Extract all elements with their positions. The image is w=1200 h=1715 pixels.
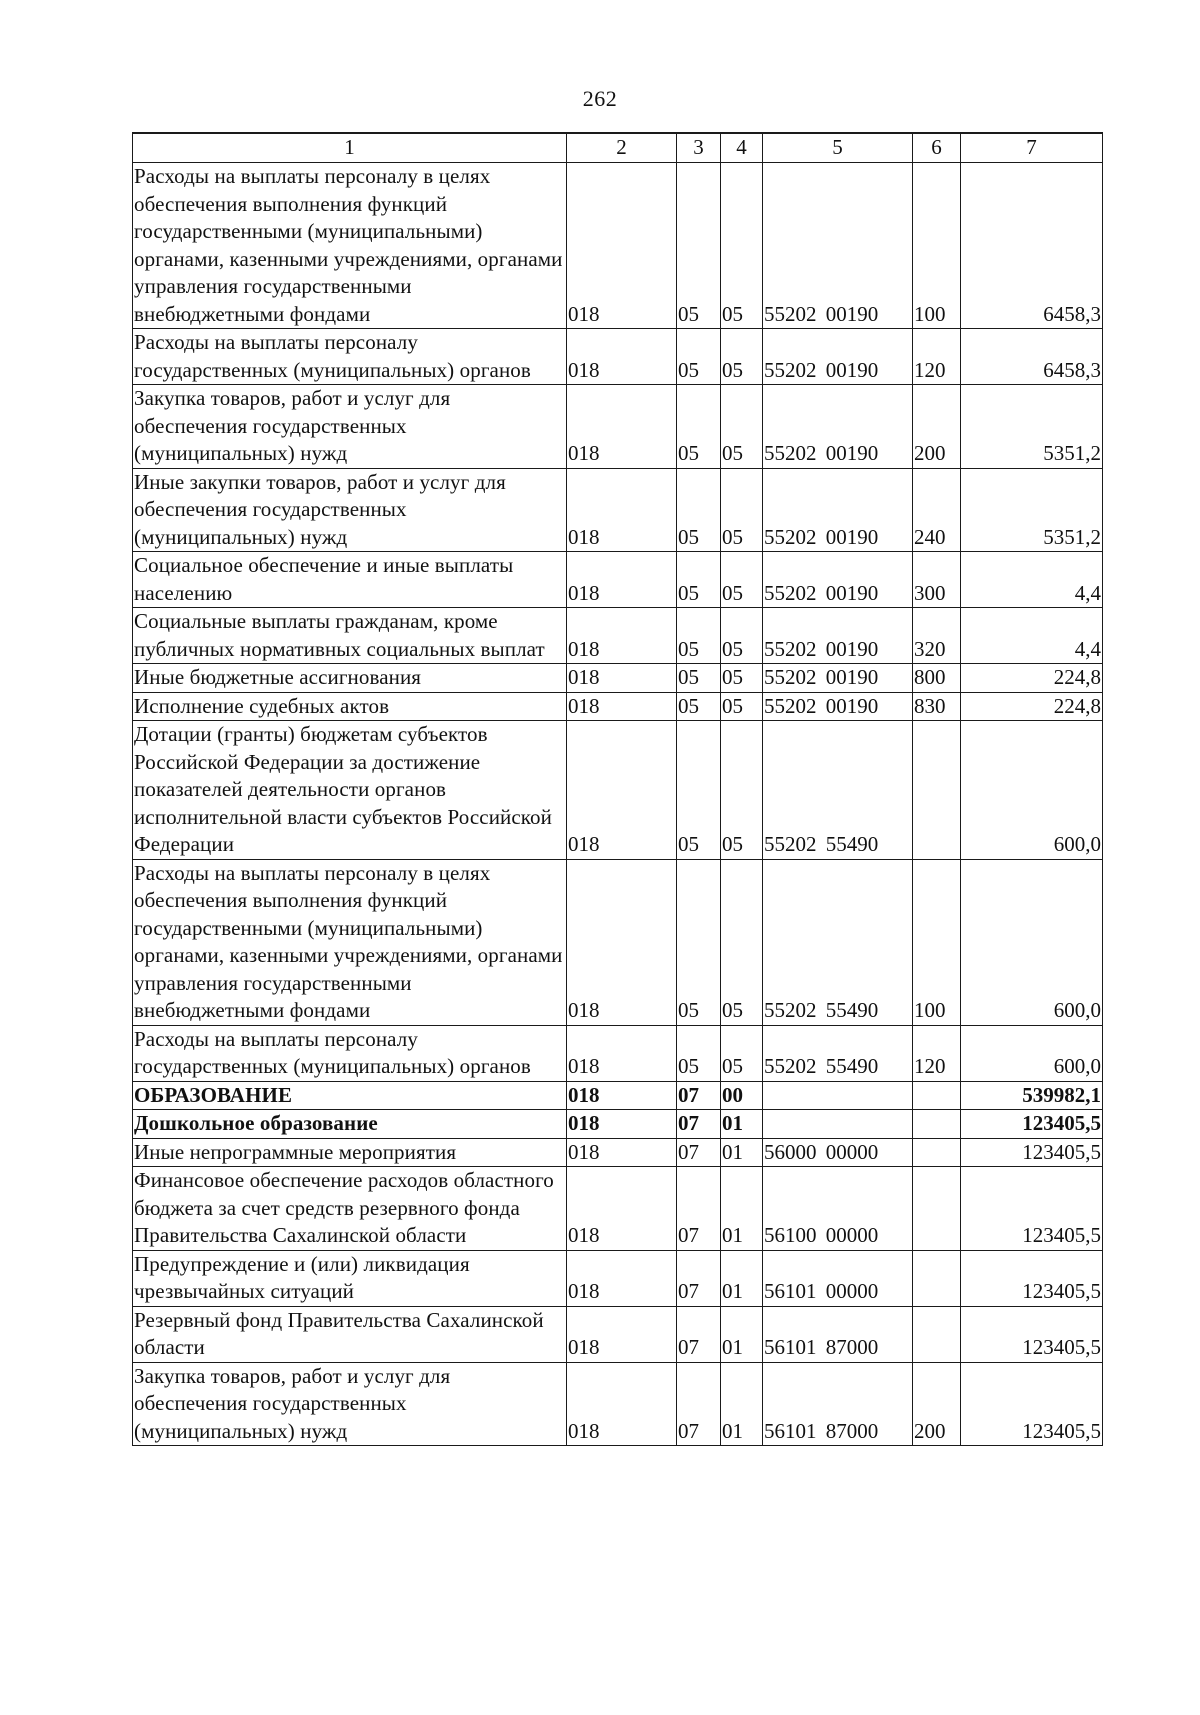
- cell-name: Финансовое обеспечение расходов областного бюджета за счет средств резервного фонда Правительства Сахалинской области: [133, 1167, 567, 1251]
- cell-col-5: 55202 00190: [763, 692, 913, 721]
- table-row: [133, 1025, 1103, 1081]
- cell-col-3: 05: [677, 859, 721, 1025]
- cell-col-4: 01: [721, 1167, 763, 1251]
- cell-col-4: 05: [721, 664, 763, 693]
- cell-col-7: 123405,5: [961, 1250, 1103, 1306]
- cell-name: Иные непрограммные мероприятия: [133, 1138, 567, 1167]
- cell-col-6: 830: [913, 692, 961, 721]
- cell-col-4: 01: [721, 1110, 763, 1139]
- cell-col-4: 01: [721, 1138, 763, 1167]
- cell-col-7: 600,0: [961, 721, 1103, 860]
- cell-col-2: 018: [567, 329, 677, 385]
- cell-name: Расходы на выплаты персоналу в целях обеспечения выполнения функций государственными (муниципальными) органами, казенными учреждениями, органами управления государственными внебюджетными фондами: [133, 859, 567, 1025]
- table-row: [133, 1110, 1103, 1139]
- cell-col-6: 200: [913, 1362, 961, 1446]
- cell-col-7: 6458,3: [961, 163, 1103, 329]
- budget-table: [132, 132, 1103, 1446]
- cell-col-2: 018: [567, 1081, 677, 1110]
- cell-col-7: 6458,3: [961, 329, 1103, 385]
- table-row: [133, 468, 1103, 552]
- cell-col-6: [913, 1167, 961, 1251]
- cell-col-4: 05: [721, 859, 763, 1025]
- cell-col-6: 300: [913, 552, 961, 608]
- cell-col-6: 120: [913, 329, 961, 385]
- cell-col-5: 55202 55490: [763, 721, 913, 860]
- cell-col-3: 05: [677, 664, 721, 693]
- cell-name: Расходы на выплаты персоналу государственных (муниципальных) органов: [133, 1025, 567, 1081]
- cell-col-4: 00: [721, 1081, 763, 1110]
- cell-col-6: 100: [913, 163, 961, 329]
- cell-col-5: 55202 55490: [763, 859, 913, 1025]
- cell-col-3: 07: [677, 1362, 721, 1446]
- table-row: [133, 1250, 1103, 1306]
- header-col-7: 7: [961, 133, 1103, 163]
- cell-col-2: 018: [567, 1306, 677, 1362]
- cell-col-3: 05: [677, 163, 721, 329]
- cell-name: Закупка товаров, работ и услуг для обеспечения государственных (муниципальных) нужд: [133, 1362, 567, 1446]
- table-row: [133, 692, 1103, 721]
- table-row: [133, 552, 1103, 608]
- cell-col-2: 018: [567, 721, 677, 860]
- table-row: [133, 1362, 1103, 1446]
- budget-table-wrapper: [132, 132, 1103, 1446]
- cell-name: Дошкольное образование: [133, 1110, 567, 1139]
- cell-col-6: [913, 1081, 961, 1110]
- cell-col-3: 05: [677, 1025, 721, 1081]
- cell-col-7: 123405,5: [961, 1362, 1103, 1446]
- cell-col-4: 05: [721, 1025, 763, 1081]
- cell-name: Иные закупки товаров, работ и услуг для обеспечения государственных (муниципальных) нужд: [133, 468, 567, 552]
- cell-col-7: 4,4: [961, 552, 1103, 608]
- cell-col-5: 55202 00190: [763, 552, 913, 608]
- cell-col-3: 07: [677, 1306, 721, 1362]
- cell-col-3: 05: [677, 692, 721, 721]
- cell-col-7: 123405,5: [961, 1167, 1103, 1251]
- table-row: [133, 721, 1103, 860]
- cell-col-6: [913, 1138, 961, 1167]
- cell-name: Расходы на выплаты персоналу государственных (муниципальных) органов: [133, 329, 567, 385]
- cell-col-2: 018: [567, 1110, 677, 1139]
- cell-col-5: 55202 00190: [763, 385, 913, 469]
- cell-name: Резервный фонд Правительства Сахалинской области: [133, 1306, 567, 1362]
- cell-col-5: 56101 87000: [763, 1306, 913, 1362]
- cell-col-3: 05: [677, 552, 721, 608]
- cell-col-6: 320: [913, 608, 961, 664]
- table-row: [133, 163, 1103, 329]
- cell-col-7: 123405,5: [961, 1110, 1103, 1139]
- cell-col-6: [913, 1306, 961, 1362]
- cell-col-5: 55202 55490: [763, 1025, 913, 1081]
- header-col-5: 5: [763, 133, 913, 163]
- cell-col-2: 018: [567, 1250, 677, 1306]
- cell-col-7: 224,8: [961, 692, 1103, 721]
- cell-col-3: 05: [677, 721, 721, 860]
- cell-col-6: 200: [913, 385, 961, 469]
- cell-col-6: 800: [913, 664, 961, 693]
- cell-col-7: 600,0: [961, 859, 1103, 1025]
- cell-col-5: [763, 1081, 913, 1110]
- cell-name: Социальное обеспечение и иные выплаты населению: [133, 552, 567, 608]
- cell-name: Расходы на выплаты персоналу в целях обеспечения выполнения функций государственными (муниципальными) органами, казенными учреждениями, органами управления государственными внебюджетными фондами: [133, 163, 567, 329]
- cell-col-4: 01: [721, 1362, 763, 1446]
- cell-col-3: 07: [677, 1250, 721, 1306]
- cell-col-2: 018: [567, 1138, 677, 1167]
- cell-col-7: 5351,2: [961, 468, 1103, 552]
- header-col-6: 6: [913, 133, 961, 163]
- cell-name: Закупка товаров, работ и услуг для обеспечения государственных (муниципальных) нужд: [133, 385, 567, 469]
- cell-col-7: 600,0: [961, 1025, 1103, 1081]
- table-header: [133, 133, 1103, 163]
- cell-col-7: 5351,2: [961, 385, 1103, 469]
- cell-col-4: 01: [721, 1250, 763, 1306]
- table-row: [133, 385, 1103, 469]
- cell-col-2: 018: [567, 468, 677, 552]
- header-col-1: 1: [133, 133, 567, 163]
- cell-col-2: 018: [567, 1167, 677, 1251]
- cell-col-5: 55202 00190: [763, 163, 913, 329]
- cell-col-3: 05: [677, 468, 721, 552]
- table-row: [133, 1167, 1103, 1251]
- cell-col-4: 05: [721, 385, 763, 469]
- cell-col-6: [913, 1250, 961, 1306]
- cell-col-2: 018: [567, 664, 677, 693]
- cell-col-3: 05: [677, 385, 721, 469]
- cell-name: Социальные выплаты гражданам, кроме публичных нормативных социальных выплат: [133, 608, 567, 664]
- cell-col-3: 07: [677, 1138, 721, 1167]
- cell-col-3: 07: [677, 1110, 721, 1139]
- cell-col-2: 018: [567, 1362, 677, 1446]
- cell-col-2: 018: [567, 692, 677, 721]
- cell-col-5: 56101 87000: [763, 1362, 913, 1446]
- header-row: [133, 133, 1103, 163]
- cell-col-7: 539982,1: [961, 1081, 1103, 1110]
- cell-col-5: 56101 00000: [763, 1250, 913, 1306]
- cell-col-5: 56100 00000: [763, 1167, 913, 1251]
- table-row: [133, 664, 1103, 693]
- cell-col-4: 05: [721, 468, 763, 552]
- cell-col-4: 05: [721, 721, 763, 860]
- cell-col-4: 05: [721, 608, 763, 664]
- cell-col-7: 123405,5: [961, 1306, 1103, 1362]
- header-col-2: 2: [567, 133, 677, 163]
- cell-col-4: 05: [721, 692, 763, 721]
- cell-col-5: 56000 00000: [763, 1138, 913, 1167]
- cell-col-2: 018: [567, 608, 677, 664]
- cell-name: Дотации (гранты) бюджетам субъектов Российской Федерации за достижение показателей деятельности органов исполнительной власти субъектов Российской Федерации: [133, 721, 567, 860]
- table-row: [133, 608, 1103, 664]
- cell-col-2: 018: [567, 385, 677, 469]
- cell-col-4: 05: [721, 329, 763, 385]
- cell-col-6: 120: [913, 1025, 961, 1081]
- cell-col-7: 4,4: [961, 608, 1103, 664]
- table-row: [133, 859, 1103, 1025]
- cell-col-4: 01: [721, 1306, 763, 1362]
- cell-col-3: 07: [677, 1081, 721, 1110]
- cell-col-3: 05: [677, 329, 721, 385]
- cell-col-5: 55202 00190: [763, 329, 913, 385]
- cell-col-6: [913, 1110, 961, 1139]
- cell-col-3: 05: [677, 608, 721, 664]
- cell-col-5: 55202 00190: [763, 608, 913, 664]
- cell-col-2: 018: [567, 163, 677, 329]
- cell-col-7: 123405,5: [961, 1138, 1103, 1167]
- table-row: [133, 329, 1103, 385]
- cell-col-4: 05: [721, 163, 763, 329]
- cell-name: ОБРАЗОВАНИЕ: [133, 1081, 567, 1110]
- cell-col-2: 018: [567, 552, 677, 608]
- table-row: [133, 1081, 1103, 1110]
- cell-name: Предупреждение и (или) ликвидация чрезвычайных ситуаций: [133, 1250, 567, 1306]
- cell-name: Исполнение судебных актов: [133, 692, 567, 721]
- cell-col-7: 224,8: [961, 664, 1103, 693]
- cell-name: Иные бюджетные ассигнования: [133, 664, 567, 693]
- cell-col-2: 018: [567, 859, 677, 1025]
- cell-col-6: 100: [913, 859, 961, 1025]
- table-row: [133, 1306, 1103, 1362]
- page-number: 262: [582, 86, 618, 111]
- header-col-4: 4: [721, 133, 763, 163]
- cell-col-5: [763, 1110, 913, 1139]
- cell-col-4: 05: [721, 552, 763, 608]
- cell-col-5: 55202 00190: [763, 468, 913, 552]
- cell-col-6: 240: [913, 468, 961, 552]
- cell-col-6: [913, 721, 961, 860]
- cell-col-3: 07: [677, 1167, 721, 1251]
- header-col-3: 3: [677, 133, 721, 163]
- cell-col-5: 55202 00190: [763, 664, 913, 693]
- cell-col-2: 018: [567, 1025, 677, 1081]
- table-row: [133, 1138, 1103, 1167]
- table-body: [133, 163, 1103, 1446]
